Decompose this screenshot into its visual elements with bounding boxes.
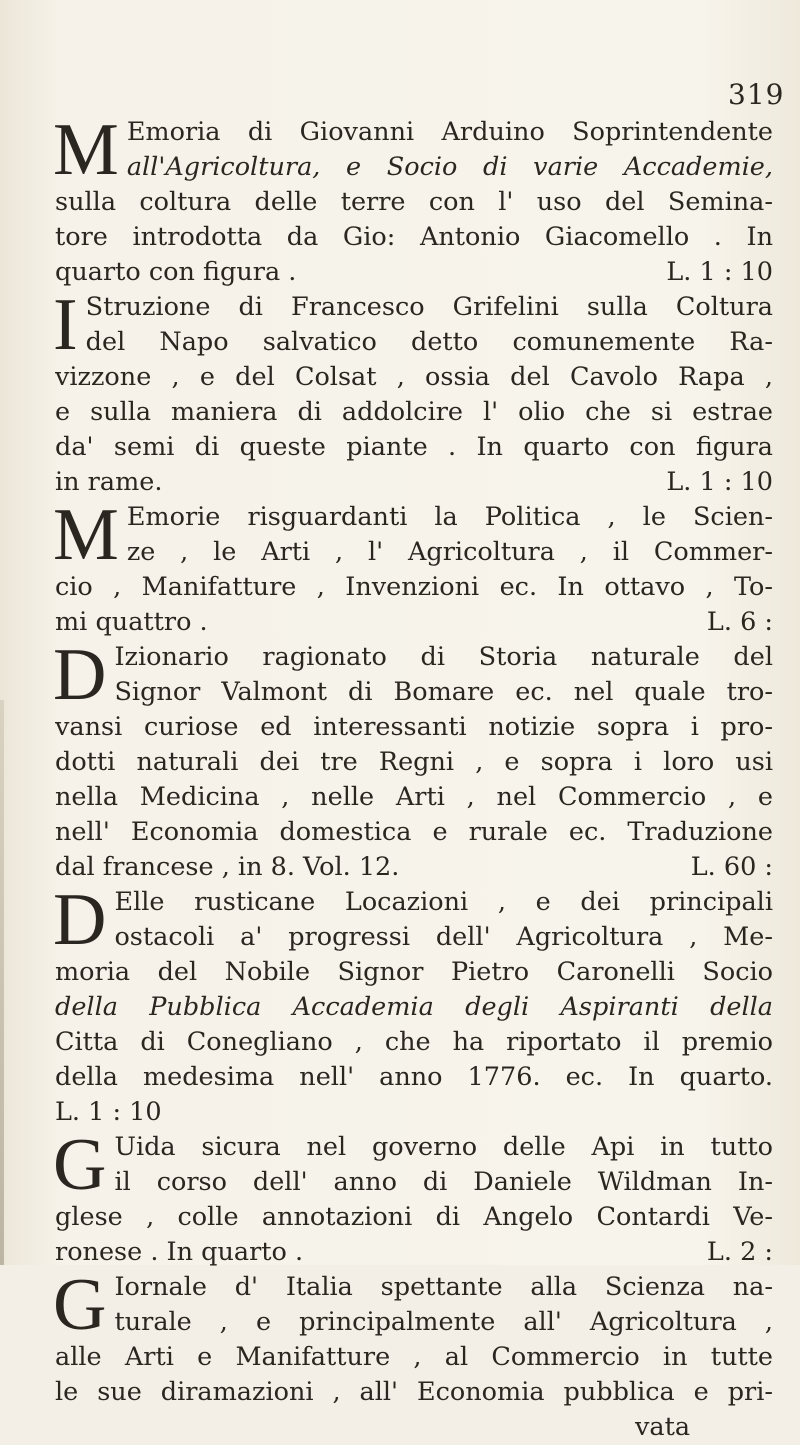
entry-line: il corso dell' anno di Daniele Wildman In- <box>114 1167 773 1197</box>
entry-line: ostacoli a' progressi dell' Agricoltura , Me- <box>114 922 773 952</box>
entry-line: tore introdotta da Gio: Antonio Giacomello . In <box>55 222 773 252</box>
entry-line: Izionario ragionato di Storia naturale del <box>114 642 773 672</box>
catalogue-entry <box>53 284 773 500</box>
page-gutter-shadow <box>0 700 4 1265</box>
entry-line: dotti naturali dei tre Regni , e sopra i loro usi <box>55 747 773 777</box>
drop-initial: D <box>53 879 107 961</box>
entry-line: ze , le Arti , l' Agricoltura , il Commer- <box>126 537 773 567</box>
entry-line: Iornale d' Italia spettante alla Scienza na- <box>114 1272 773 1302</box>
entry-line: Elle rusticane Locazioni , e dei principali <box>114 887 773 917</box>
drop-initial: G <box>53 1264 107 1346</box>
entry-line <box>55 255 773 290</box>
entry-line: L. 1 : 10 <box>55 1097 162 1127</box>
entry-line: nella Medicina , nelle Arti , nel Commercio , e <box>55 782 773 812</box>
drop-initial: I <box>53 284 78 366</box>
entry-line: Emorie risguardanti la Politica , le Scien- <box>126 502 773 532</box>
entry-line: della medesima nell' anno 1776. ec. In quarto. <box>55 1062 773 1092</box>
entry-line-text: ronese . In quarto . <box>55 1237 304 1267</box>
entry-line: alle Arti e Manifatture , al Commercio in tutte <box>55 1342 773 1372</box>
entry-line-text: dal francese , in 8. Vol. 12. <box>55 852 400 882</box>
entry-line: della Pubblica Accademia degli Aspiranti della <box>55 992 773 1022</box>
entry-line-text: quarto con figura . <box>55 257 297 287</box>
entry-line: moria del Nobile Signor Pietro Caronelli Socio <box>55 957 773 987</box>
entry-line: Uida sicura nel governo delle Api in tutto <box>114 1132 773 1162</box>
entry-line <box>55 465 773 500</box>
entry-line: all'Agricoltura, e Socio di varie Accademie, <box>126 152 773 182</box>
drop-initial: D <box>53 634 107 716</box>
price-label: L. 60 : <box>690 852 773 882</box>
entry-line: cio , Manifatture , Invenzioni ec. In ottavo , To- <box>55 572 773 602</box>
entry-line: da' semi di queste piante . In quarto con figura <box>55 432 773 462</box>
price-label: L. 2 : <box>706 1237 773 1267</box>
entry-line: del Napo salvatico detto comunemente Ra- <box>85 327 773 357</box>
entry-line: vizzone , e del Colsat , ossia del Cavolo Rapa , <box>55 362 773 392</box>
entry-line: sulla coltura delle terre con l' uso del Semina- <box>55 187 773 217</box>
entry-line <box>55 605 773 640</box>
entry-line: nell' Economia domestica e rurale ec. Traduzione <box>55 817 773 847</box>
price-label: L. 1 : 10 <box>666 257 773 287</box>
catchword: vata <box>635 1412 691 1442</box>
catalogue-entry <box>53 1124 773 1270</box>
entry-line-text: mi quattro . <box>55 607 208 637</box>
catalogue-entry <box>53 634 773 885</box>
catalogue-entry <box>53 879 773 1130</box>
price-label: L. 1 : 10 <box>666 467 773 497</box>
entry-line: Signor Valmont di Bomare ec. nel quale tro- <box>114 677 773 707</box>
entry-line: vansi curiose ed interessanti notizie sopra i pro- <box>55 712 773 742</box>
entry-line: turale , e principalmente all' Agricoltura , <box>114 1307 773 1337</box>
catalogue-entry <box>53 1264 773 1445</box>
price-label: L. 6 : <box>706 607 773 637</box>
drop-initial: M <box>53 109 119 191</box>
entry-line: le sue diramazioni , all' Economia pubblica e pri- <box>55 1377 773 1407</box>
entry-line: glese , colle annotazioni di Angelo Contardi Ve- <box>55 1202 773 1232</box>
catalogue-entry <box>53 109 773 290</box>
catalogue-entry <box>53 494 773 640</box>
entry-line: Emoria di Giovanni Arduino Soprintendente <box>126 117 773 147</box>
entry-line <box>55 850 773 885</box>
entry-line: e sulla maniera di addolcire l' olio che si estrae <box>55 397 773 427</box>
drop-initial: M <box>53 494 119 576</box>
entry-line: Citta di Conegliano , che ha riportato il premio <box>55 1027 773 1057</box>
catalogue-text <box>53 109 773 1445</box>
entry-line: Struzione di Francesco Grifelini sulla Coltura <box>85 292 773 322</box>
drop-initial: G <box>53 1124 107 1206</box>
page-number: 319 <box>728 78 785 111</box>
entry-line-text: in rame. <box>55 467 163 497</box>
